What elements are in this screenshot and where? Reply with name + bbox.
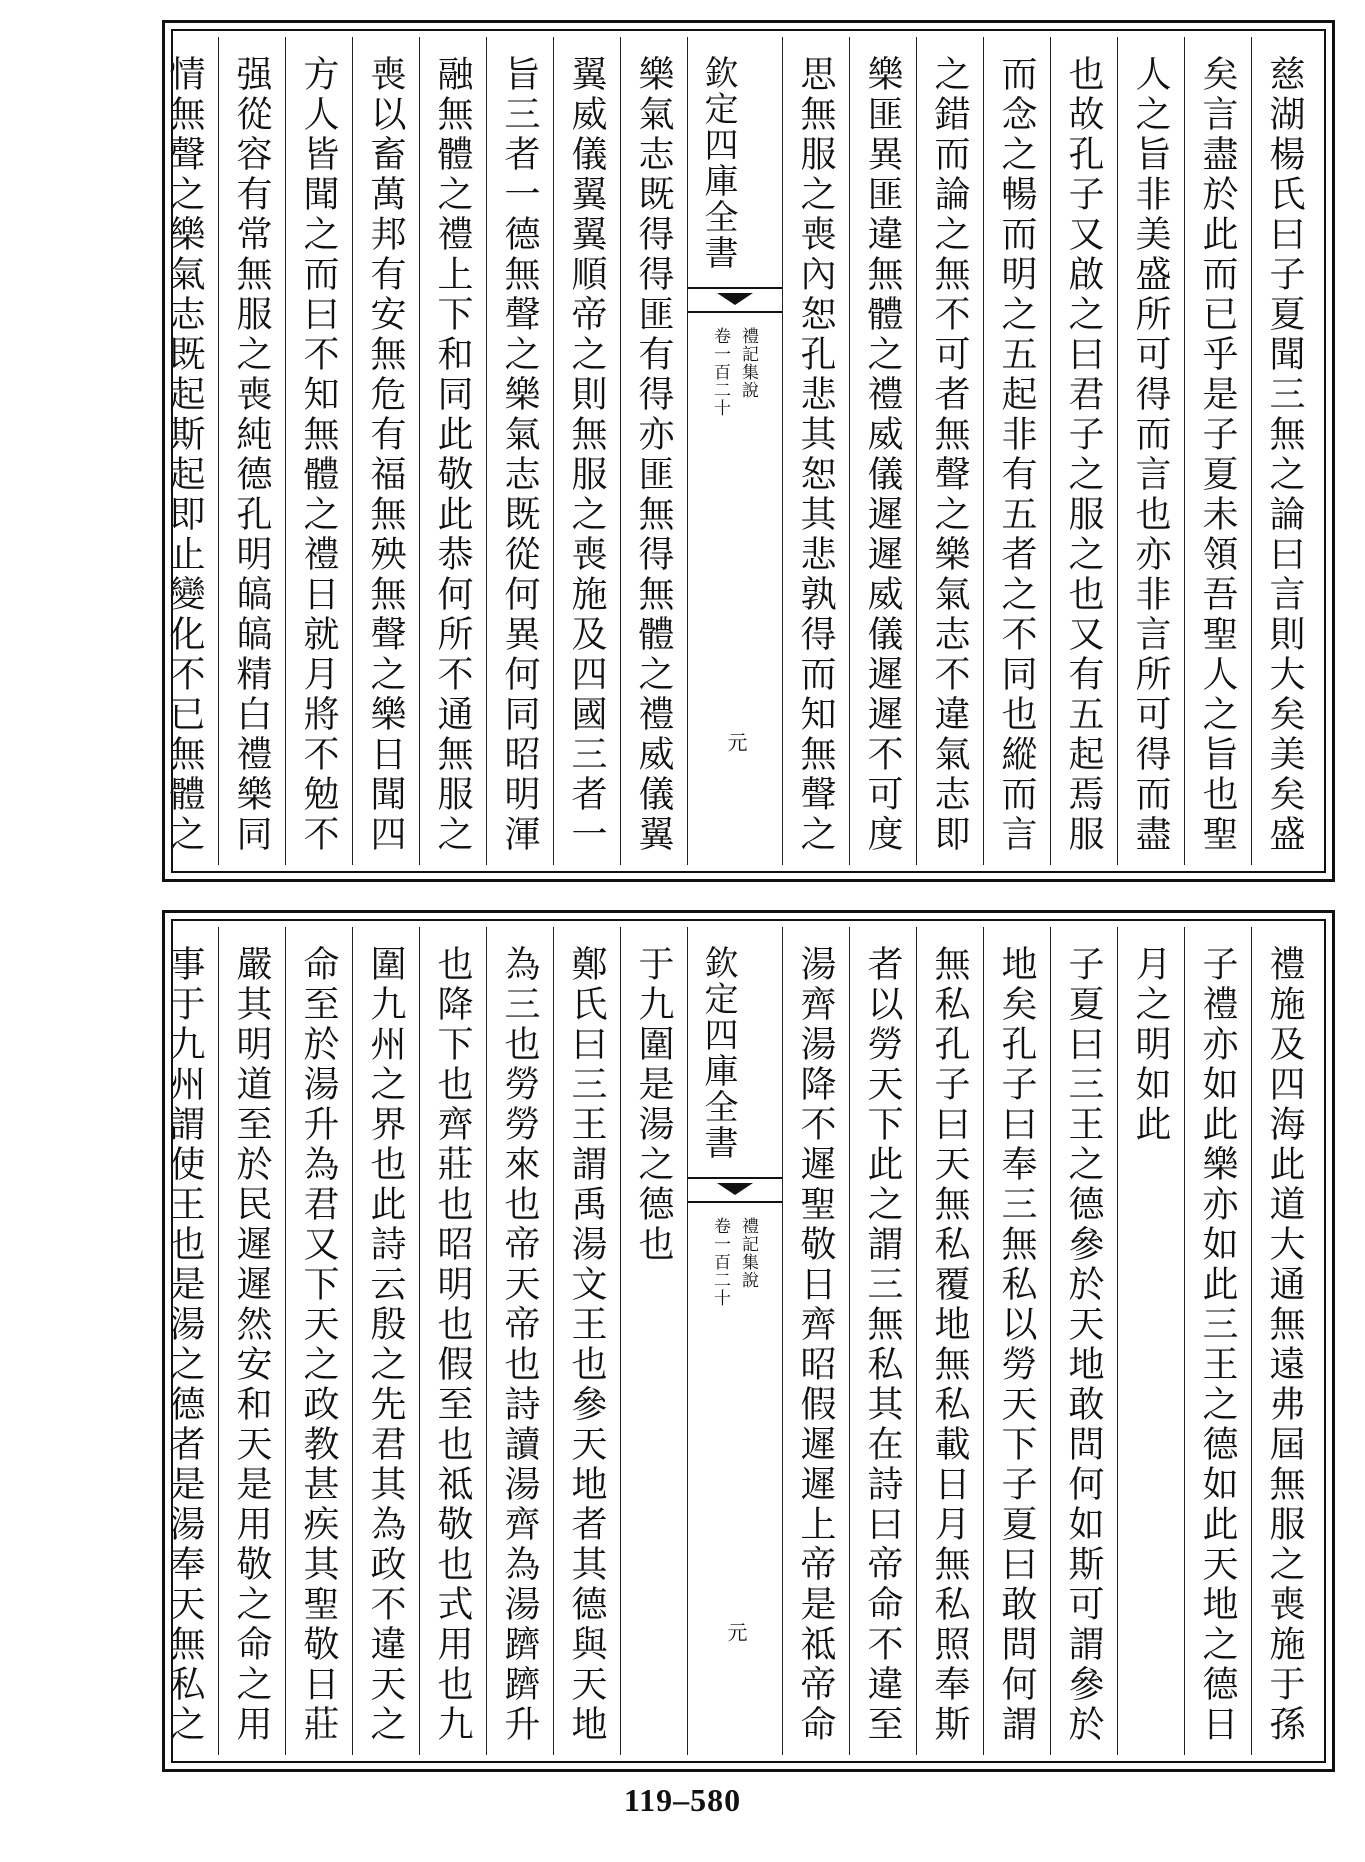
text-column (218, 927, 285, 1755)
top-columns (164, 37, 1318, 865)
column-text: 禮施及四海此道大通無遠弗屆無服之喪施于孫 (1264, 945, 1305, 1745)
column-text: 為三也勞勞來也帝天帝也詩讀湯齊為湯躋躋升 (499, 945, 540, 1745)
volume-label: 卷一百二十 (710, 1217, 730, 1307)
column-text: 人之旨非美盛所可得而言也亦非言所可得而盡 (1130, 55, 1171, 855)
volume-label: 卷一百二十 (710, 327, 730, 417)
column-text: 翼威儀翼翼順帝之則無服之喪施及四國三者一 (566, 55, 607, 855)
text-column (486, 37, 553, 865)
text-column (620, 37, 687, 865)
text-column (849, 927, 916, 1755)
text-column (1184, 927, 1251, 1755)
text-column (782, 927, 849, 1755)
text-column (553, 37, 620, 865)
text-column (151, 927, 218, 1755)
column-text: 喪以畜萬邦有安無危有福無殃無聲之樂日聞四 (365, 55, 406, 855)
column-text: 融無體之禮上下和同此敬此恭何所不通無服之 (432, 55, 473, 855)
book-title: 禮記集說 (738, 1217, 758, 1289)
column-text: 情無聲之樂氣志既起斯起即止變化不已無體之 (164, 55, 205, 855)
text-column (1251, 927, 1318, 1755)
text-column (1117, 927, 1184, 1755)
text-column (1251, 37, 1318, 865)
column-text: 者以勞天下此之謂三無私其在詩曰帝命不違至 (862, 945, 903, 1745)
text-column (352, 927, 419, 1755)
column-text: 鄭氏曰三王謂禹湯文王也參天地者其德與天地 (566, 945, 607, 1745)
column-text: 圍九州之界也此詩云殷之先君其為政不違天之 (365, 945, 406, 1745)
center-fold-column (687, 37, 782, 865)
book-title: 禮記集說 (738, 327, 758, 399)
column-text: 子夏曰三王之德參於天地敢問何如斯可謂參於 (1063, 945, 1104, 1745)
text-column (218, 37, 285, 865)
column-text: 也降下也齊莊也昭明也假至也祗敬也式用也九 (432, 945, 473, 1745)
column-text: 樂匪異匪違無體之禮威儀遲遲威儀遲遲不可度 (862, 55, 903, 855)
page-number: 119–580 (623, 1782, 742, 1818)
column-text: 旨三者一德無聲之樂氣志既從何異何同昭明渾 (499, 55, 540, 855)
text-column (849, 37, 916, 865)
column-text: 强從容有常無服之喪純德孔明皜皜精白禮樂同 (231, 55, 272, 855)
column-text: 地矣孔子曰奉三無私以勞天下子夏曰敢問何謂 (996, 945, 1037, 1745)
column-text: 月之明如此 (1130, 945, 1171, 1145)
leaf-number: 元 (724, 732, 748, 752)
bottom-page-panel (162, 910, 1335, 1772)
text-column (1050, 927, 1117, 1755)
fish-tail-ornament (688, 1177, 782, 1203)
text-column (151, 37, 218, 865)
column-text: 思無服之喪內恕孔悲其恕其悲孰得而知無聲之 (795, 55, 836, 855)
text-column (983, 37, 1050, 865)
text-column (285, 927, 352, 1755)
text-column (916, 37, 983, 865)
column-text: 矣言盡於此而已乎是子夏未領吾聖人之旨也聖 (1197, 55, 1238, 855)
text-column (916, 927, 983, 1755)
text-column (1184, 37, 1251, 865)
column-text: 湯齊湯降不遲聖敬日齊昭假遲遲上帝是祗帝命 (795, 945, 836, 1745)
column-text: 無私孔子曰天無私覆地無私載日月無私照奉斯 (929, 945, 970, 1745)
column-text: 子禮亦如此樂亦如此三王之德如此天地之德日 (1197, 945, 1238, 1745)
column-text: 命至於湯升為君又下天之政教甚疾其聖敬日莊 (298, 945, 339, 1745)
top-page-panel (162, 20, 1335, 882)
text-column (419, 927, 486, 1755)
text-column (1117, 37, 1184, 865)
text-column (1050, 37, 1117, 865)
book-series-title: 欽定四庫全書 (698, 945, 738, 1161)
text-column (983, 927, 1050, 1755)
center-fold-column (687, 927, 782, 1755)
column-text: 而念之暢而明之五起非有五者之不同也縱而言 (996, 55, 1037, 855)
text-column (419, 37, 486, 865)
text-column (553, 927, 620, 1755)
text-column (486, 927, 553, 1755)
text-column (285, 37, 352, 865)
bottom-columns (164, 927, 1318, 1755)
text-column (352, 37, 419, 865)
column-text: 方人皆聞之而曰不知無體之禮日就月將不勉不 (298, 55, 339, 855)
leaf-number: 元 (724, 1622, 748, 1642)
text-column (620, 927, 687, 1755)
fish-tail-ornament (688, 287, 782, 313)
column-text: 于九圍是湯之德也 (633, 945, 674, 1265)
column-text: 也故孔子又啟之曰君子之服之也又有五起焉服 (1063, 55, 1104, 855)
column-text: 之錯而論之無不可者無聲之樂氣志不違氣志即 (929, 55, 970, 855)
column-text: 慈湖楊氏曰子夏聞三無之論曰言則大矣美矣盛 (1264, 55, 1305, 855)
column-text: 嚴其明道至於民遲遲然安和天是用敬之命之用 (231, 945, 272, 1745)
column-text: 樂氣志既得得匪有得亦匪無得無體之禮威儀翼 (633, 55, 674, 855)
book-series-title: 欽定四庫全書 (698, 55, 738, 271)
text-column (782, 37, 849, 865)
column-text: 事于九州謂使王也是湯之德者是湯奉天無私之 (164, 945, 205, 1745)
